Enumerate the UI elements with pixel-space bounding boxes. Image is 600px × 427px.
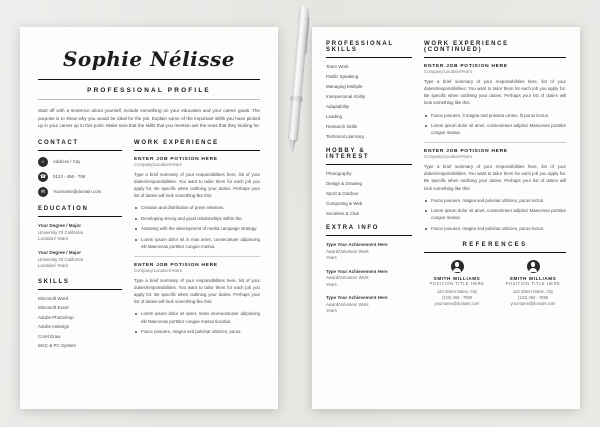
list-item: Assisting with the development of media campaign strategy. xyxy=(141,225,260,232)
extra-info-title: Type Your Achievement Here xyxy=(326,242,388,247)
avatar xyxy=(451,260,464,273)
extra-info-years: Years xyxy=(326,255,337,261)
divider xyxy=(38,289,122,290)
reference-role: POSITION TITLE HERE xyxy=(505,280,561,286)
education-meta: Location/ Years xyxy=(38,263,69,269)
list-item: Lorem ipsum dolor sit in mas amet, consectetuer adipiscing elit Maecenas porttitor congue massa. xyxy=(141,236,260,249)
resume-page-2 xyxy=(312,27,580,409)
extra-info-years: Years xyxy=(326,308,337,314)
skill-item: Microsoft Excel xyxy=(38,305,69,311)
extra-info-sub: Award/Volunteer Work xyxy=(326,248,369,254)
extra-info-item xyxy=(326,295,412,315)
job-summary: Type a brief summary of your responsibilities here, list of your duties/responsibilities. You want to tailor them for each job you apply for. Be specific when outlining your duties. Perhaps your list of duties will look something like this: xyxy=(424,79,566,106)
page-title: Sophie Nélisse xyxy=(62,47,236,71)
divider xyxy=(326,235,412,236)
divider xyxy=(134,150,260,151)
job-summary: Type a brief summary of your responsibilities here, list of your duties/responsibilities. You want to tailor them for each job you apply for. Be specific when outlining your duties. Perhaps your list of duties will look something like this: xyxy=(134,171,260,199)
list-item: Fusce posuere, magna sed pulvinar ultricies, purus. xyxy=(141,328,260,335)
education-meta: Location/ Years xyxy=(38,236,69,242)
hobby-item: Design & Drawing xyxy=(326,181,363,186)
contact-heading: CONTACT xyxy=(38,139,79,146)
location-icon: ⌂ xyxy=(38,157,48,167)
extra-info-title: Type Your Achievement Here xyxy=(326,268,388,274)
extra-info-years: Years xyxy=(326,281,337,287)
extra-info-sub: Award/Volunteer Work xyxy=(326,302,369,307)
job-entry xyxy=(134,157,260,250)
job-meta: Company/Location/Years xyxy=(424,154,472,160)
list-item: Creation and distribution of press releases. xyxy=(141,204,260,211)
job-summary: Type a brief summary of your responsibilities here, list of your duties/responsibilities. You want to tailor them for each job you apply for. Be specific when outlining your duties. Perhaps your list of duties will look something like this: xyxy=(134,277,260,305)
list-item: Fusce posuere, it magna sed pulvinar urnies, lit purus lectus. xyxy=(431,112,566,119)
reference-name: SMITH WILLIAMS xyxy=(509,275,557,281)
professional-skill-item: Public Speaking xyxy=(326,74,359,79)
pen-tip xyxy=(289,140,296,154)
avatar xyxy=(527,260,540,273)
reference-email: yourname@domain.com xyxy=(510,301,556,307)
resume-page-1 xyxy=(20,27,278,409)
contact-row xyxy=(38,187,122,197)
reference-phone: (123) 456 - 7890 xyxy=(441,294,473,300)
job-title: ENTER JOB POTISION HERE xyxy=(424,149,508,155)
reference-address: 123 Street Name, City xyxy=(436,288,478,294)
contact-phone: 0123 - 456 - 789 xyxy=(53,174,86,180)
reference-card xyxy=(500,260,566,307)
hobby-item: Sport & Outdoor xyxy=(326,191,359,196)
education-degree: Your Degree / Major xyxy=(38,249,82,255)
job-bullets xyxy=(134,310,260,335)
divider xyxy=(326,164,412,165)
divider xyxy=(424,142,566,143)
job-bullets xyxy=(424,112,566,137)
job-title: ENTER JOB POTISION HERE xyxy=(134,156,218,162)
profile-text: Start off with a sentence about yourself, include something on your education and your career goals. The purpose is to show why you would be ideal for the job. Explain some of the important skills you have picked up in your career up to this point. Make sure that the skills that you mention are the ones that they looking for. xyxy=(38,108,260,129)
divider xyxy=(424,252,566,253)
skill-item: MAC & PC System xyxy=(38,343,77,349)
reference-address: 123 Street Name, City xyxy=(512,288,554,294)
skill-item: Microsoft Word xyxy=(38,295,69,301)
education-degree: Your Degree / Major xyxy=(38,222,82,228)
divider xyxy=(38,79,260,80)
contact-address: Address / City xyxy=(53,159,81,165)
job-bullets xyxy=(134,204,260,250)
references-heading: REFERENCES xyxy=(462,241,528,248)
list-item: Developing strong and good relationships within the. xyxy=(141,215,260,222)
reference-role: POSITION TITLE HERE xyxy=(429,280,485,286)
hobby-item: Computing & Web xyxy=(326,201,363,206)
job-entry xyxy=(134,263,260,335)
phone-icon: ☎ xyxy=(39,173,47,180)
contact-email: Yourname@domain.com xyxy=(53,189,102,195)
professional-skill-item: Team Work xyxy=(326,64,349,69)
divider xyxy=(38,150,122,151)
professional-skill-item: Technical Litenracy xyxy=(326,134,365,139)
professional-skills-heading: PROFESSIONAL SKILLS xyxy=(326,41,394,53)
education-heading: EDUCATION xyxy=(38,205,89,212)
job-title: ENTER JOB POTISION HERE xyxy=(424,64,508,69)
skill-item: Corel Draw xyxy=(38,333,61,339)
list-item: Fusce posuere, magna sed pulvinar ultricies, purus lectus. xyxy=(431,225,566,232)
hobby-item: Photography xyxy=(326,171,352,176)
skill-item: Adobe Indesign xyxy=(38,324,70,330)
education-school: University Of California xyxy=(38,256,83,262)
work-experience-heading: WORK EXPERIENCE xyxy=(134,139,219,146)
divider xyxy=(38,216,122,217)
references-list xyxy=(424,260,566,307)
education-item xyxy=(38,250,122,270)
mail-icon: ✉ xyxy=(38,187,48,197)
profile-heading: PROFESSIONAL PROFILE xyxy=(87,87,211,94)
extra-info-heading: EXTRA INFO xyxy=(326,225,380,231)
divider xyxy=(326,57,412,58)
professional-skill-item: Managing Multiple xyxy=(326,84,363,89)
reference-card xyxy=(424,260,490,307)
reference-email: yourname@domain.com xyxy=(434,301,480,307)
job-meta: Company/Location/Years xyxy=(134,267,182,273)
reference-name: SMITH WILLIAMS xyxy=(433,275,481,281)
education-school: University Of California xyxy=(38,229,83,235)
list-item: Lorem ipsum dolor sit amet, mass elorneoetuiver adipiscing elit Maecenas porttitor congue massa tincidus. xyxy=(141,311,260,324)
education-item xyxy=(38,223,122,243)
professional-skill-item: Interpersonal Ability xyxy=(326,94,366,99)
hobby-item: Societies & Club xyxy=(326,211,360,216)
work-experience-continued-heading: WORK EXPERIENCE (CONTINUED) xyxy=(424,41,509,53)
list-item: Lorem ipsum dolor sit amet, consectetuer adipisci Maecenas porttitor congue massa. xyxy=(431,123,566,136)
job-entry xyxy=(424,64,566,136)
hobby-interest-heading: HOBBY & INTEREST xyxy=(326,148,370,160)
contact-row xyxy=(38,157,122,167)
divider xyxy=(134,256,260,257)
divider xyxy=(424,57,566,58)
professional-skill-item: Adaptability xyxy=(326,104,350,109)
job-title: ENTER JOB POTISION HERE xyxy=(134,262,218,268)
skill-item: Adobe Photoshop xyxy=(38,314,74,320)
list-item: Lorem ipsum dolor sit amet, consectetuer adipisci Maecenas porttitor congue massa. xyxy=(431,208,566,221)
extra-info-title: Type Your Achievement Here xyxy=(326,295,388,301)
pen-body xyxy=(288,100,301,141)
job-summary: Type a brief summary of your responsibilities here, list of your duties/responsibilities. You want to tailor them for each job you apply for. Be specific when outlining your duties. Perhaps your list of duties will look something like this: xyxy=(424,164,566,191)
divider xyxy=(38,99,260,100)
skills-heading: SKILLS xyxy=(38,278,70,285)
extra-info-item xyxy=(326,269,412,289)
extra-info-item xyxy=(326,242,412,262)
job-meta: Company/Location/Years xyxy=(134,161,182,167)
job-entry xyxy=(424,149,566,232)
extra-info-sub: Award/Volunteer Work xyxy=(326,275,369,281)
job-meta: Company/Location/Years xyxy=(424,69,472,74)
reference-phone: (123) 456 - 7890 xyxy=(517,294,549,300)
job-bullets xyxy=(424,197,566,232)
contact-row xyxy=(38,172,122,182)
professional-skill-item: Research Skills xyxy=(326,124,358,129)
professional-skill-item: Leading xyxy=(326,114,343,119)
list-item: Fusce posuere, magna sed pulvinar ultricies, purus lectus. xyxy=(431,197,566,204)
